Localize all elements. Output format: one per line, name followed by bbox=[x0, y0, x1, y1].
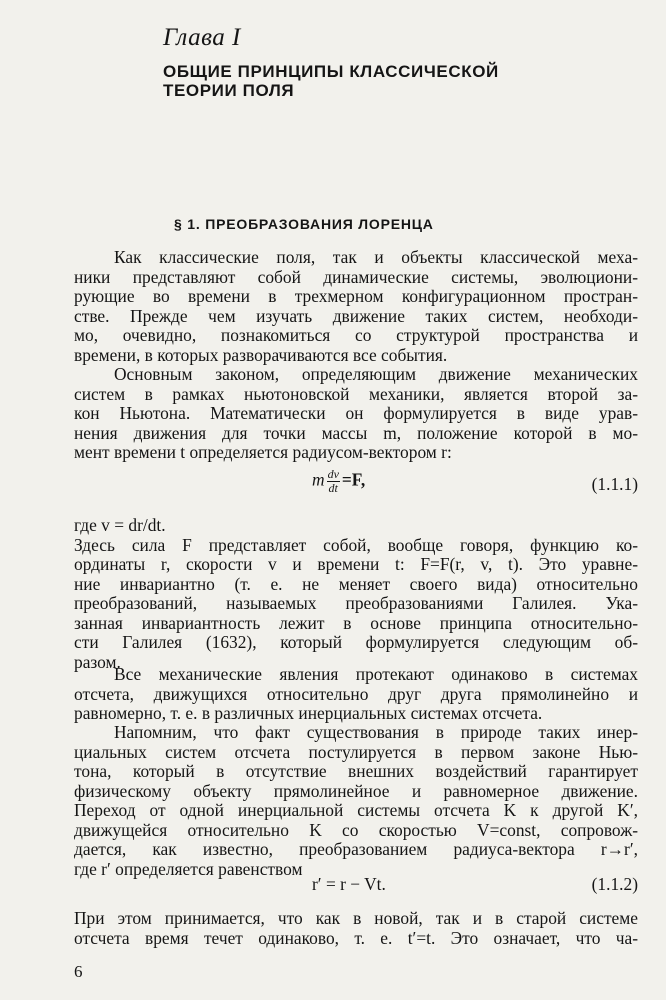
chapter-title-line: ОБЩИЕ ПРИНЦИПЫ КЛАССИЧЕСКОЙ bbox=[163, 62, 499, 81]
text-line: преобразований, называемых преобразованиями Галилея. Ука- bbox=[74, 593, 638, 613]
equation-expression bbox=[312, 468, 365, 495]
eq-rhs: =F, bbox=[341, 469, 366, 490]
text-line: тона, который в отсутствие внешних воздействий гарантирует bbox=[74, 761, 638, 781]
text-line: движущейся относительно K со скоростью V=const, сопровож- bbox=[74, 819, 638, 840]
eq-fraction-numerator: dv bbox=[327, 467, 339, 481]
text-line: кон Ньютона. Математически он формулируется в виде урав- bbox=[74, 403, 638, 423]
paragraph-time bbox=[74, 909, 638, 948]
text-line: При этом принимается, что как в новой, так и в старой системе bbox=[74, 908, 638, 928]
text-line: Здесь сила F представляет собой, вообще говоря, функцию ко- bbox=[74, 534, 638, 555]
text-line: где r′ определяется равенством bbox=[74, 858, 303, 879]
chapter-title bbox=[163, 62, 583, 100]
text-line: рующие во времени в трехмерном конфигурационном простран- bbox=[74, 286, 638, 306]
section-title: § 1. ПРЕОБРАЗОВАНИЯ ЛОРЕНЦА bbox=[174, 216, 434, 232]
text-line: дается, как известно, преобразованием радиуса-вектора r→r′, bbox=[74, 839, 638, 859]
text-line: Основным законом, определяющим движение механических bbox=[114, 364, 638, 384]
paragraph-inertial-frames bbox=[74, 723, 638, 879]
text-line: ние инвариантно (т. е. не меняет своего вида) относительно bbox=[74, 573, 638, 594]
text-line: мо, очевидно, познакомиться со структурой пространства и bbox=[74, 325, 638, 345]
eq-mass-symbol: m bbox=[312, 469, 325, 490]
paragraph-force bbox=[74, 516, 638, 672]
text-line: отсчета время течет одинаково, т. е. t′=t. Это означает, что ча- bbox=[74, 927, 638, 948]
equation-1-1-2 bbox=[74, 874, 638, 904]
paragraph-intro bbox=[74, 248, 638, 365]
text-line: ники представляют собой динамические системы, эволюциони- bbox=[74, 266, 638, 287]
text-line: физическому объекту прямолинейное и равномерное движение. bbox=[74, 780, 638, 801]
text-line: где v = dr/dt. bbox=[74, 515, 166, 535]
equation-number: (1.1.2) bbox=[591, 874, 638, 894]
text-line: разом. bbox=[74, 651, 121, 672]
text-line: мент времени t определяется радиусом-вектором r: bbox=[74, 442, 452, 462]
equation-number: (1.1.1) bbox=[591, 474, 638, 494]
text-line: Как классические поля, так и объекты классической меха- bbox=[114, 247, 638, 267]
chapter-label: Глава I bbox=[163, 24, 241, 51]
equation-expression: r′ = r − Vt. bbox=[312, 874, 386, 894]
chapter-title-line: ТЕОРИИ ПОЛЯ bbox=[163, 81, 295, 100]
text-line: отсчета, движущихся относительно друг друга прямолинейно и bbox=[74, 683, 638, 704]
text-line: систем в рамках ньютоновской механики, является второй за- bbox=[74, 383, 638, 404]
eq-fraction-denominator: dt bbox=[328, 481, 338, 495]
text-line: Все механические явления протекают одинаково в системах bbox=[114, 664, 638, 684]
text-line: циальных систем отсчета постулируется в первом законе Нью- bbox=[74, 741, 638, 762]
text-line: занная инвариантность лежит в основе принципа относительно- bbox=[74, 612, 638, 633]
text-line: Напомним, что факт существования в природе таких инер- bbox=[114, 722, 638, 742]
paragraph-newton-law bbox=[74, 365, 638, 463]
text-line: времени, в которых разворачиваются все события. bbox=[74, 344, 448, 365]
equation-1-1-1 bbox=[74, 468, 638, 498]
text-line: Переход от одной инерциальной системы отсчета K к другой K′, bbox=[74, 800, 638, 820]
text-line: ординаты r, скорости v и времени t: F=F(r, v, t). Это уравне- bbox=[74, 554, 638, 574]
text-line: стве. Прежде чем изучать движение таких систем, необходи- bbox=[74, 305, 638, 326]
eq-fraction bbox=[327, 468, 340, 495]
page-number: 6 bbox=[74, 962, 83, 981]
text-line: сти Галилея (1632), который формулируется следующим об- bbox=[74, 632, 638, 652]
paragraph-galilean-principle bbox=[74, 665, 638, 724]
text-line: нения движения для точки массы m, положение которой в мо- bbox=[74, 422, 638, 443]
text-line: равномерно, т. е. в различных инерциальных системах отсчета. bbox=[74, 703, 543, 723]
